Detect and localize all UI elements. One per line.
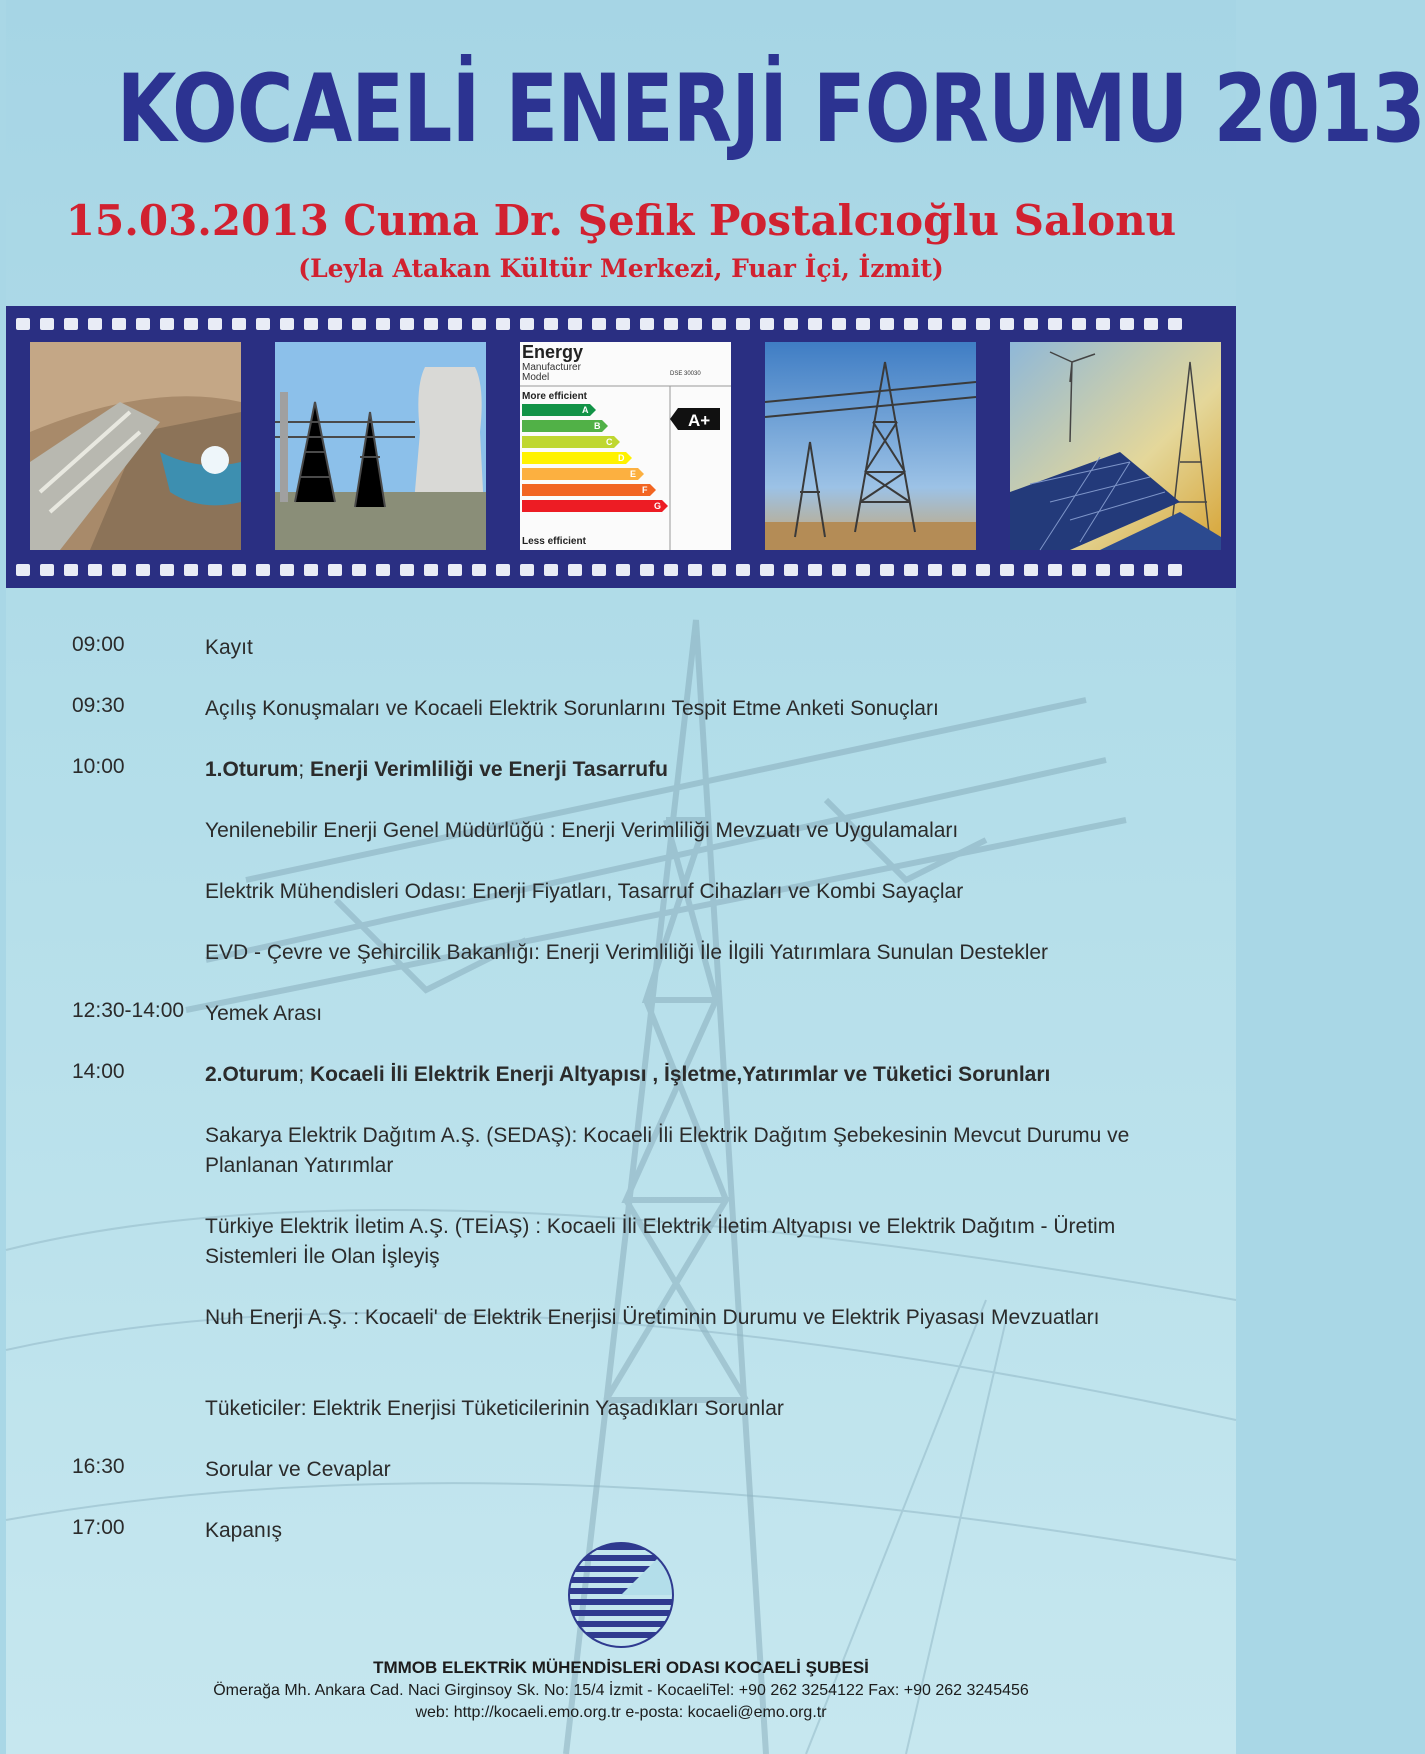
- session-title: Enerji Verimliliği ve Enerji Tasarrufu: [310, 758, 668, 781]
- filmstrip-hole: [712, 564, 726, 576]
- filmstrip-hole: [400, 318, 414, 330]
- filmstrip-hole: [616, 318, 630, 330]
- filmstrip-hole: [40, 318, 54, 330]
- schedule-title: Yemek Arası: [205, 1002, 323, 1025]
- filmstrip-hole: [448, 564, 462, 576]
- organization-name: TMMOB ELEKTRİK MÜHENDİSLERİ ODASI KOCAELİ ŞUBESİ: [373, 1658, 869, 1677]
- filmstrip-hole: [256, 564, 270, 576]
- filmstrip-hole: [640, 318, 654, 330]
- filmstrip-hole: [112, 318, 126, 330]
- session-number: 2.Oturum: [205, 1063, 299, 1086]
- filmstrip-hole: [304, 318, 318, 330]
- filmstrip-hole: [952, 564, 966, 576]
- schedule-title: EVD - Çevre ve Şehircilik Bakanlığı: Enerji Verimliliği İle İlgili Yatırımlara Sunulan Destekler: [205, 941, 1049, 964]
- energy-class-b: B: [594, 421, 601, 431]
- schedule-title: Kayıt: [205, 636, 253, 659]
- filmstrip-hole: [16, 564, 30, 576]
- filmstrip-hole: [1024, 564, 1038, 576]
- filmstrip-hole: [664, 318, 678, 330]
- filmstrip-hole: [544, 318, 558, 330]
- filmstrip-holes-top: [16, 318, 1226, 330]
- filmstrip-hole: [1168, 564, 1182, 576]
- filmstrip-hole: [592, 564, 606, 576]
- schedule-title: Nuh Enerji A.Ş. : Kocaeli' de Elektrik Enerjisi Üretiminin Durumu ve Elektrik Piyasası Mevzuatları: [205, 1306, 1100, 1329]
- filmstrip-hole: [568, 564, 582, 576]
- filmstrip-hole: [928, 564, 942, 576]
- filmstrip-hole: [592, 318, 606, 330]
- filmstrip-hole: [256, 318, 270, 330]
- transmission-towers-photo: [765, 342, 976, 550]
- schedule-time: 10:00: [72, 755, 125, 778]
- dam-photo: [30, 342, 241, 550]
- filmstrip-hole: [976, 318, 990, 330]
- filmstrip-hole: [184, 318, 198, 330]
- filmstrip-hole: [424, 318, 438, 330]
- filmstrip-hole: [448, 318, 462, 330]
- filmstrip-hole: [784, 318, 798, 330]
- energy-class-d: D: [618, 453, 625, 463]
- filmstrip-hole: [904, 564, 918, 576]
- filmstrip-hole: [472, 564, 486, 576]
- energy-rating-badge: A+: [688, 411, 711, 430]
- schedule-title: Açılış Konuşmaları ve Kocaeli Elektrik Sorunlarını Tespit Etme Anketi Sonuçları: [205, 697, 939, 720]
- schedule-title: Türkiye Elektrik İletim A.Ş. (TEİAŞ) : Kocaeli İli Elektrik İletim Altyapısı ve Elektrik Dağıtım - Üretim Sistemleri İle Olan İşleyiş: [205, 1215, 1116, 1268]
- filmstrip-hole: [1168, 318, 1182, 330]
- filmstrip-hole: [352, 318, 366, 330]
- schedule-title: Sorular ve Cevaplar: [205, 1458, 391, 1481]
- energy-label-manufacturer: Manufacturer: [522, 362, 581, 373]
- schedule-time: 09:30: [72, 694, 125, 717]
- filmstrip-hole: [1096, 318, 1110, 330]
- session-separator: ;: [298, 758, 311, 781]
- filmstrip-hole: [1120, 318, 1134, 330]
- schedule-title: Sakarya Elektrik Dağıtım A.Ş. (SEDAŞ): Kocaeli İli Elektrik Dağıtım Şebekesinin Mevcut Durumu ve Planlanan Yatırımlar: [205, 1124, 1130, 1177]
- schedule-title: Tüketiciler: Elektrik Enerjisi Tüketicilerinin Yaşadıkları Sorunlar: [205, 1397, 784, 1420]
- filmstrip-hole: [976, 564, 990, 576]
- filmstrip-hole: [160, 318, 174, 330]
- filmstrip-hole: [856, 564, 870, 576]
- event-date-venue: 15.03.2013 Cuma Dr. Şefik Postalcıoğlu Salonu: [65, 196, 1177, 245]
- filmstrip-hole: [1144, 564, 1158, 576]
- filmstrip-hole: [40, 564, 54, 576]
- energy-class-f: F: [642, 485, 648, 495]
- session-separator: ;: [298, 1063, 311, 1086]
- power-plant-photo: [275, 342, 486, 550]
- filmstrip-hole: [400, 564, 414, 576]
- filmstrip-hole: [808, 564, 822, 576]
- schedule-title: Kapanış: [205, 1519, 283, 1542]
- filmstrip-hole: [904, 318, 918, 330]
- session-heading: [205, 1060, 1185, 1090]
- filmstrip-hole: [568, 318, 582, 330]
- filmstrip-hole: [856, 318, 870, 330]
- filmstrip-hole: [136, 318, 150, 330]
- energy-label-less-efficient: Less efficient: [522, 536, 586, 547]
- energy-class-a: A: [582, 405, 589, 415]
- filmstrip-hole: [208, 318, 222, 330]
- filmstrip-hole: [280, 318, 294, 330]
- filmstrip-hole: [280, 564, 294, 576]
- filmstrip-hole: [736, 564, 750, 576]
- filmstrip-hole: [1072, 318, 1086, 330]
- filmstrip-hole: [88, 564, 102, 576]
- filmstrip-hole: [784, 564, 798, 576]
- filmstrip-hole: [712, 318, 726, 330]
- energy-class-e: E: [630, 469, 637, 479]
- filmstrip-hole: [1120, 564, 1134, 576]
- filmstrip-hole: [928, 318, 942, 330]
- solar-wind-photo: [1010, 342, 1221, 550]
- session-number: 1.Oturum: [205, 758, 299, 781]
- filmstrip-hole: [1048, 318, 1062, 330]
- schedule-title: Yenilenebilir Enerji Genel Müdürlüğü : Enerji Verimliliği Mevzuatı ve Uygulamaları: [205, 819, 959, 842]
- filmstrip-hole: [136, 564, 150, 576]
- filmstrip-hole: [1048, 564, 1062, 576]
- energy-label-code: DSE 30030: [670, 371, 701, 377]
- filmstrip-hole: [112, 564, 126, 576]
- filmstrip-hole: [952, 318, 966, 330]
- filmstrip-hole: [88, 318, 102, 330]
- session-title: Kocaeli İli Elektrik Enerji Altyapısı , İşletme,Yatırımlar ve Tüketici Sorunları: [310, 1063, 1051, 1086]
- filmstrip-hole: [1024, 318, 1038, 330]
- schedule-time: 14:00: [72, 1060, 125, 1083]
- filmstrip-hole: [304, 564, 318, 576]
- photo-filmstrip: [6, 306, 1236, 588]
- filmstrip-hole: [760, 318, 774, 330]
- filmstrip-hole: [232, 318, 246, 330]
- filmstrip-hole: [640, 564, 654, 576]
- filmstrip-hole: [328, 564, 342, 576]
- filmstrip-hole: [520, 564, 534, 576]
- filmstrip-hole: [376, 318, 390, 330]
- filmstrip-hole: [472, 318, 486, 330]
- filmstrip-hole: [880, 564, 894, 576]
- energy-label-photo: [520, 342, 731, 550]
- energy-label-title: Energy: [522, 342, 584, 362]
- filmstrip-hole: [520, 318, 534, 330]
- filmstrip-hole: [832, 318, 846, 330]
- filmstrip-hole: [688, 564, 702, 576]
- event-location: (Leyla Atakan Kültür Merkezi, Fuar İçi, İzmit): [298, 254, 944, 283]
- filmstrip-hole: [208, 564, 222, 576]
- session-heading: [205, 755, 1185, 785]
- filmstrip-hole: [496, 564, 510, 576]
- filmstrip-hole: [760, 564, 774, 576]
- filmstrip-hole: [880, 318, 894, 330]
- filmstrip-hole: [1000, 564, 1014, 576]
- poster: [6, 0, 1425, 1754]
- filmstrip-hole: [352, 564, 366, 576]
- filmstrip-hole: [328, 318, 342, 330]
- filmstrip-hole: [832, 564, 846, 576]
- schedule-time: 09:00: [72, 633, 125, 656]
- filmstrip-hole: [544, 564, 558, 576]
- schedule-time: 12:30-14:00: [72, 999, 185, 1022]
- energy-class-g: G: [654, 501, 662, 511]
- filmstrip-hole: [1096, 564, 1110, 576]
- event-title: KOCAELİ ENERJİ FORUMU 2013: [116, 55, 1425, 164]
- filmstrip-hole: [808, 318, 822, 330]
- filmstrip-hole: [1072, 564, 1086, 576]
- filmstrip-hole: [64, 318, 78, 330]
- filmstrip-hole: [16, 318, 30, 330]
- filmstrip-hole: [184, 564, 198, 576]
- filmstrip-hole: [736, 318, 750, 330]
- filmstrip-hole: [1000, 318, 1014, 330]
- filmstrip-hole: [1144, 318, 1158, 330]
- energy-class-c: C: [606, 437, 613, 447]
- filmstrip-hole: [64, 564, 78, 576]
- filmstrip-holes-bottom: [16, 564, 1226, 576]
- filmstrip-hole: [616, 564, 630, 576]
- emo-logo: [566, 1540, 676, 1650]
- schedule-title: Elektrik Mühendisleri Odası: Enerji Fiyatları, Tasarruf Cihazları ve Kombi Sayaçlar: [205, 880, 964, 903]
- filmstrip-hole: [424, 564, 438, 576]
- filmstrip-hole: [688, 318, 702, 330]
- filmstrip-hole: [232, 564, 246, 576]
- schedule-time: 17:00: [72, 1516, 125, 1539]
- organization-address: Ömerağa Mh. Ankara Cad. Naci Girginsoy Sk. No: 15/4 İzmit - KocaeliTel: +90 262 3254122 Fax: +90 262 3245456: [213, 1682, 1029, 1699]
- organization-contact: web: http://kocaeli.emo.org.tr e-posta: kocaeli@emo.org.tr: [415, 1704, 827, 1721]
- filmstrip-hole: [160, 564, 174, 576]
- schedule-time: 16:30: [72, 1455, 125, 1478]
- energy-label-more-efficient: More efficient: [522, 391, 588, 402]
- filmstrip-hole: [664, 564, 678, 576]
- filmstrip-hole: [376, 564, 390, 576]
- filmstrip-hole: [496, 318, 510, 330]
- energy-label-model: Model: [522, 372, 550, 383]
